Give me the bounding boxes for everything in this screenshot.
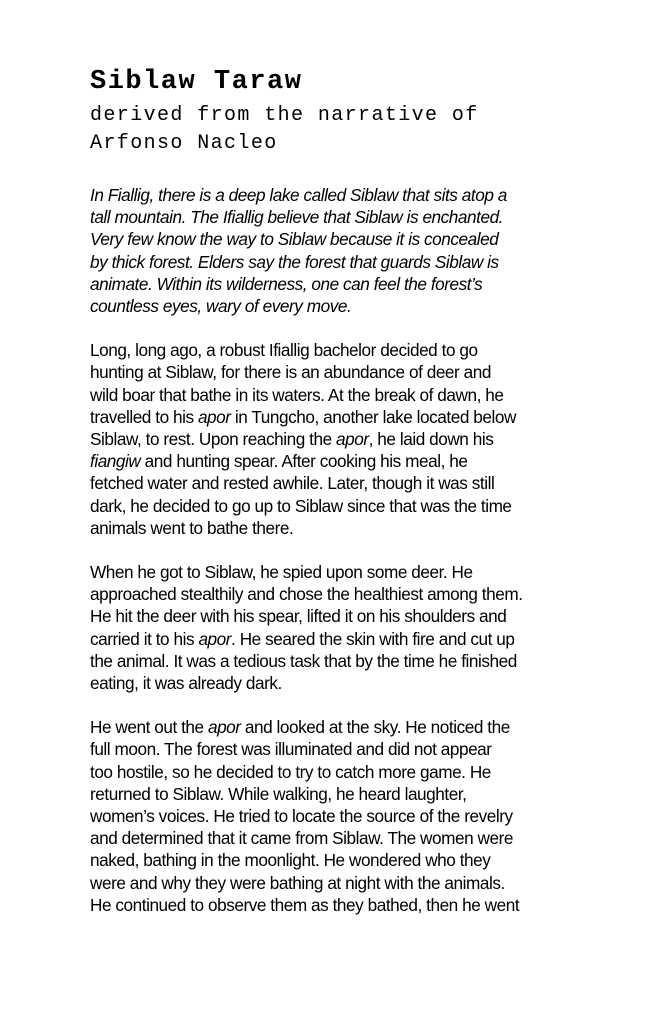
paragraph-line xyxy=(90,650,630,672)
intro-paragraph xyxy=(90,184,630,317)
paragraph-line xyxy=(90,827,630,849)
paragraph-line xyxy=(90,628,630,650)
text-run: When he got to Siblaw, he spied upon some deer. He xyxy=(90,562,473,583)
text-run: in Tungcho, another lake located below xyxy=(230,406,516,427)
text-run: eating, it was already dark. xyxy=(90,673,282,694)
intro-line: In Fiallig, there is a deep lake called Siblaw that sits atop a xyxy=(90,185,507,205)
text-run: He hit the deer with his spear, lifted it on his shoulders and xyxy=(90,606,507,627)
text-run: were and why they were bathing at night with the animals. xyxy=(90,872,505,893)
italic-term: apor xyxy=(336,429,369,450)
body-paragraph xyxy=(90,561,630,694)
intro-line: tall mountain. The Ifiallig believe that Siblaw is enchanted. xyxy=(90,207,503,228)
text-run: carried it to his xyxy=(90,628,199,649)
paragraph-line xyxy=(90,605,630,627)
text-run: wild boar that bathe in its waters. At the break of dawn, he xyxy=(90,384,504,405)
text-run: and determined that it came from Siblaw. The women were xyxy=(90,828,513,849)
body-paragraph xyxy=(90,716,630,916)
text-run: , he laid down his xyxy=(368,429,494,450)
text-run: and hunting spear. After cooking his meal, he xyxy=(140,451,468,472)
text-run: naked, bathing in the moonlight. He wondered who they xyxy=(90,850,491,871)
text-run: He continued to observe them as they bathed, then he went xyxy=(90,894,520,915)
italic-term: apor xyxy=(207,717,241,738)
paragraph-line xyxy=(90,428,630,450)
text-run: animals went to bathe there. xyxy=(90,517,294,538)
intro-line: Very few know the way to Siblaw because it is concealed xyxy=(90,229,499,250)
text-run: approached stealthily and chose the healthiest among them. xyxy=(90,584,523,605)
document-page xyxy=(90,66,630,916)
text-run: Long, long ago, a robust Ifiallig bachelor decided to go xyxy=(90,340,478,361)
paragraph-line xyxy=(90,583,630,605)
paragraph-line xyxy=(90,450,630,472)
story-subtitle: derived from the narrative of Arfonso Nacleo xyxy=(90,104,479,155)
text-run: and looked at the sky. He noticed the xyxy=(240,717,510,738)
text-run: . He seared the skin with fire and cut up xyxy=(231,628,515,649)
paragraph-line xyxy=(90,495,630,517)
text-run: fetched water and rested awhile. Later, though it was still xyxy=(90,473,495,494)
italic-term: fiangiw xyxy=(90,451,141,472)
paragraph-line xyxy=(90,783,630,805)
text-run: He went out the xyxy=(90,717,208,738)
italic-term: apor xyxy=(197,406,231,427)
intro-line: countless eyes, wary of every move. xyxy=(90,296,352,317)
text-run: returned to Siblaw. While walking, he heard laughter, xyxy=(90,783,467,804)
story-body xyxy=(90,339,630,916)
paragraph-line xyxy=(90,672,630,694)
paragraph-line xyxy=(90,472,630,494)
text-run: travelled to his xyxy=(90,406,198,427)
intro-line: animate. Within its wilderness, one can feel the forest’s xyxy=(90,273,483,294)
text-run: too hostile, so he decided to try to catch more game. He xyxy=(90,761,491,782)
paragraph-line xyxy=(90,406,630,428)
intro-line: by thick forest. Elders say the forest that guards Siblaw is xyxy=(90,251,499,272)
italic-term: apor xyxy=(198,628,232,649)
text-run: dark, he decided to go up to Siblaw since that was the time xyxy=(90,495,512,516)
paragraph-line xyxy=(90,716,630,738)
paragraph-line xyxy=(90,339,630,361)
text-run: hunting at Siblaw, for there is an abundance of deer and xyxy=(90,362,491,383)
paragraph-line xyxy=(90,894,630,916)
text-run: the animal. It was a tedious task that by the time he finished xyxy=(90,650,517,671)
paragraph-line xyxy=(90,384,630,406)
paragraph-line xyxy=(90,761,630,783)
text-run: full moon. The forest was illuminated and did not appear xyxy=(90,739,492,760)
story-title: Siblaw Taraw xyxy=(90,67,303,97)
paragraph-line xyxy=(90,849,630,871)
paragraph-line xyxy=(90,872,630,894)
paragraph-line xyxy=(90,561,630,583)
text-run: women’s voices. He tried to locate the source of the revelry xyxy=(90,806,513,827)
paragraph-line xyxy=(90,738,630,760)
paragraph-line xyxy=(90,517,630,539)
text-run: Siblaw, to rest. Upon reaching the xyxy=(90,429,337,450)
paragraph-line xyxy=(90,361,630,383)
body-paragraph xyxy=(90,339,630,539)
paragraph-line xyxy=(90,805,630,827)
